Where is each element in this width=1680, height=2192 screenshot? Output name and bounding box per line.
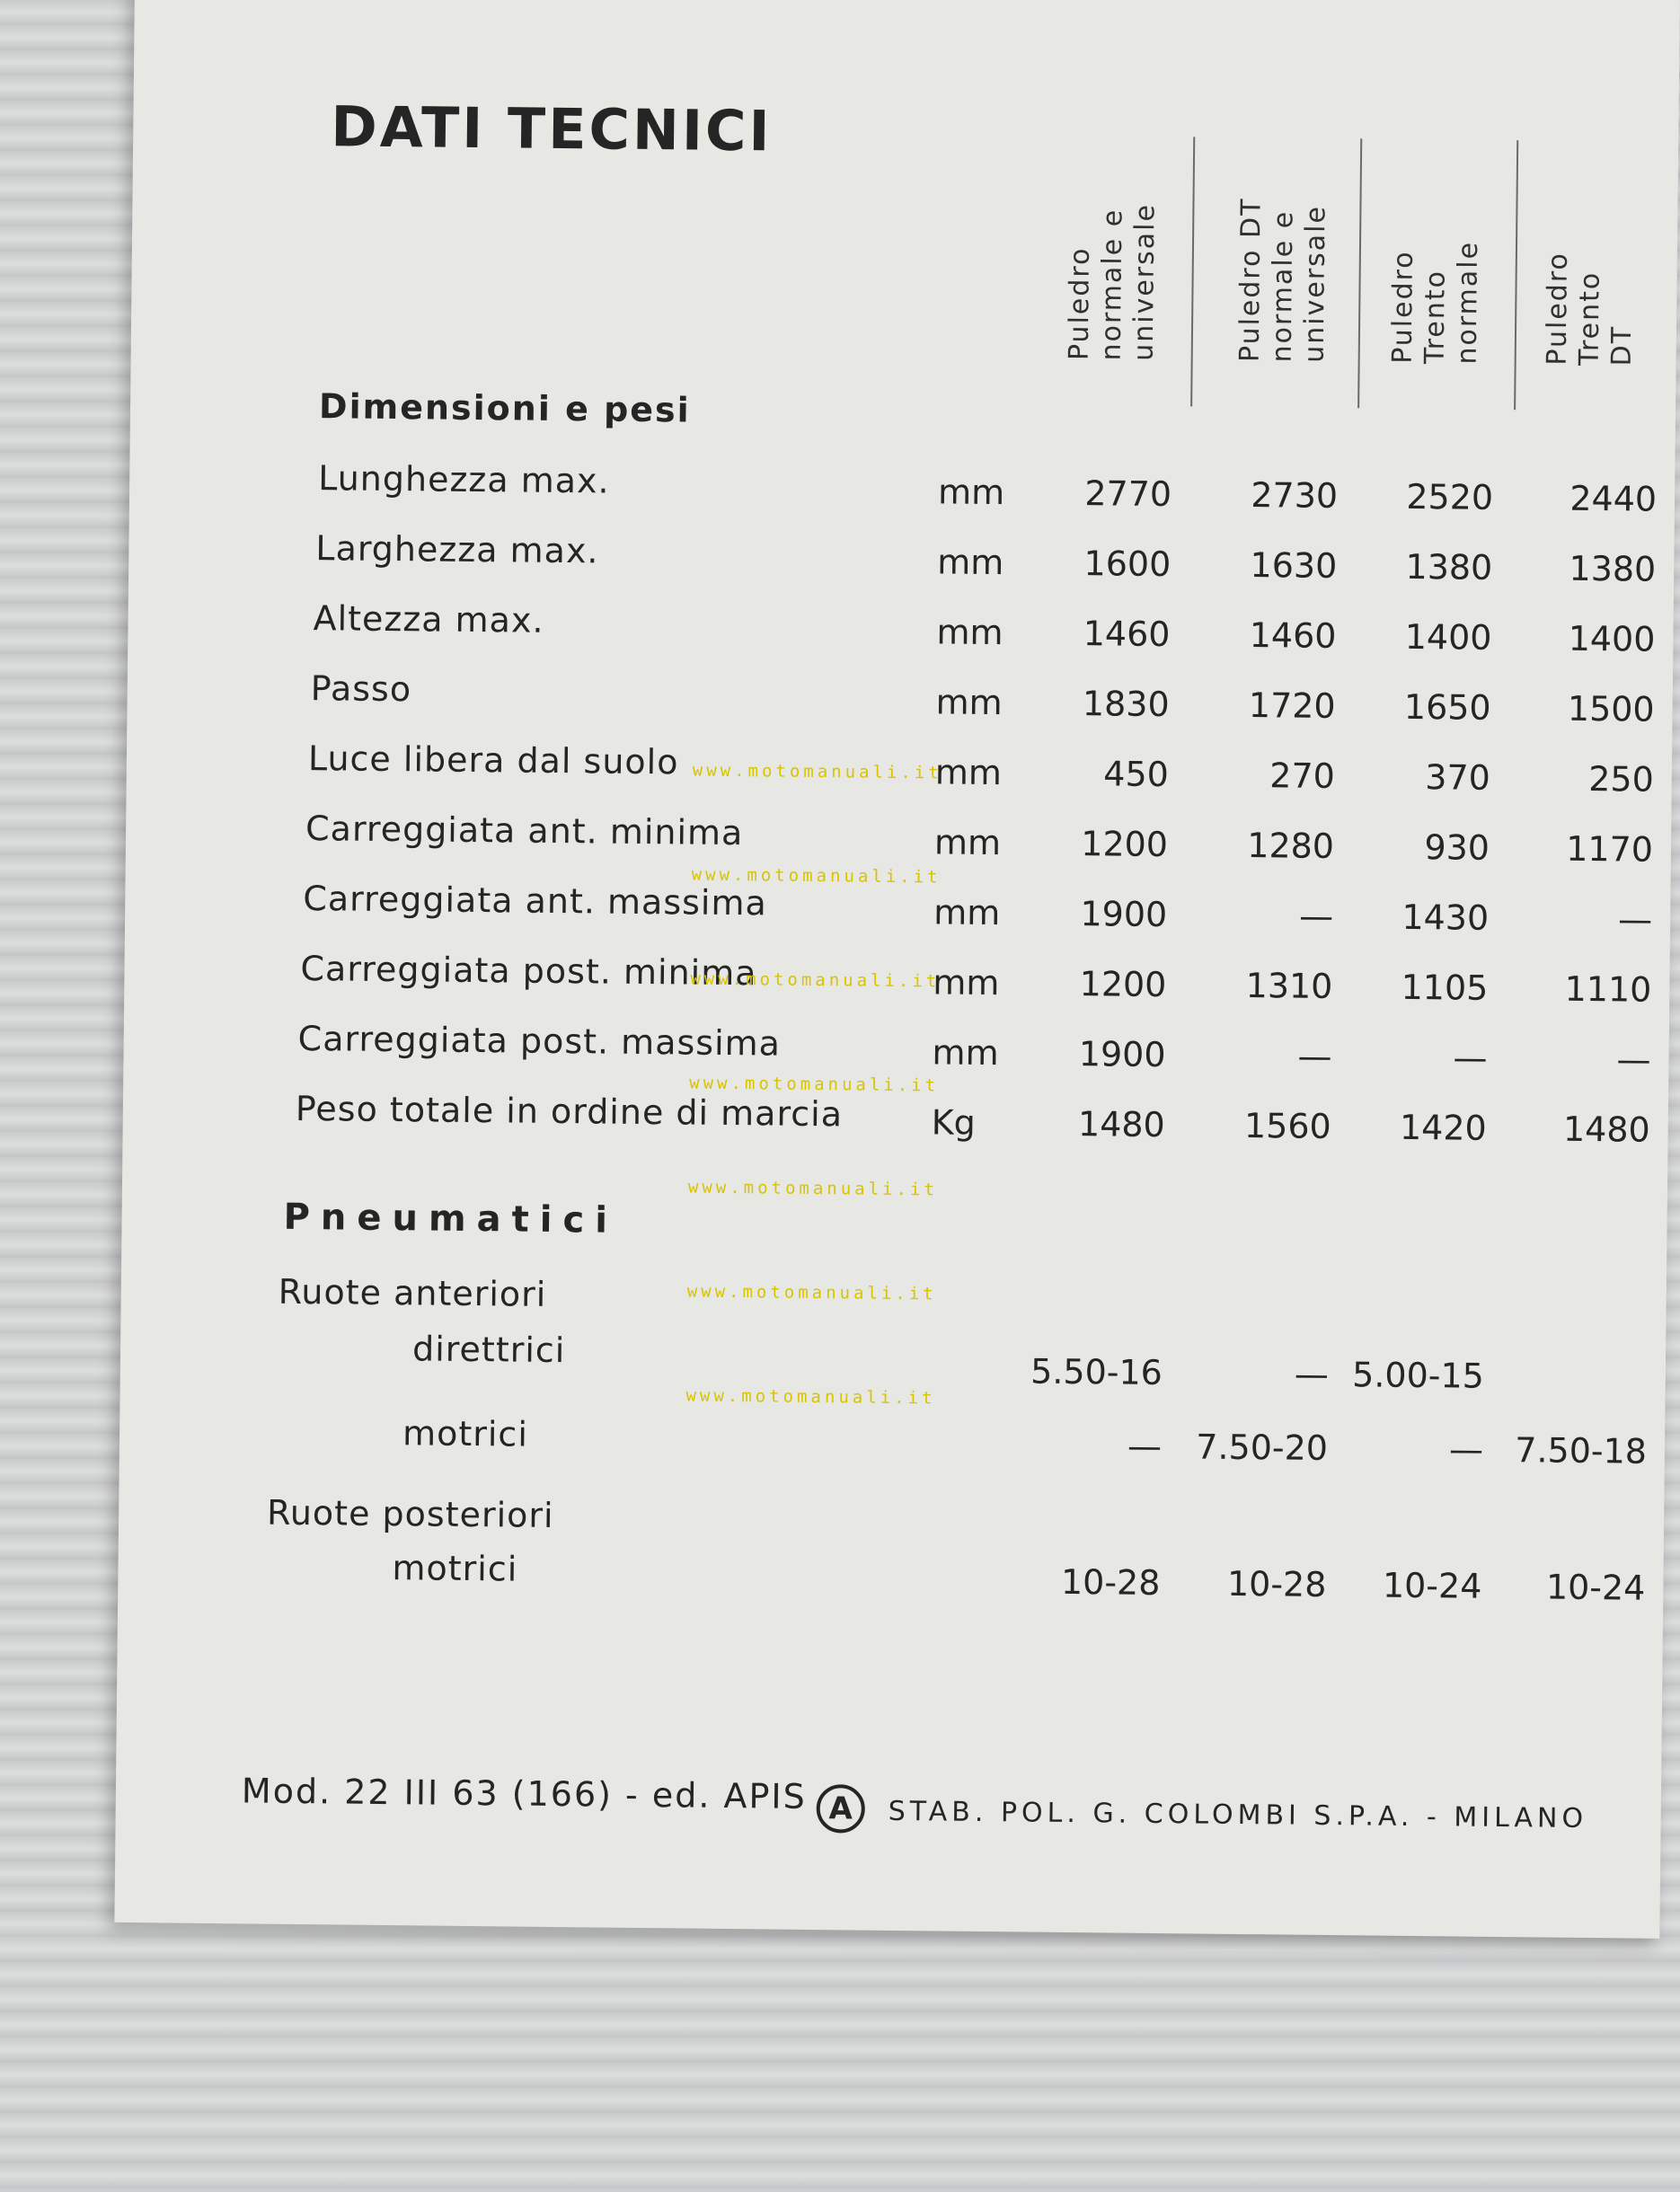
dimension-value: 1110 [1564,968,1652,1010]
section-heading-tyres: Pneumatici [283,1196,619,1242]
dimension-value: — [1453,1038,1488,1078]
dimension-row-label: Lunghezza max. [317,458,610,501]
front-steer-label: direttrici [411,1329,566,1371]
dimension-value: 1170 [1566,828,1654,870]
watermark-text: www.motomanuali.it [690,968,941,992]
column-header-line: universale [1298,204,1332,363]
section-heading-dimensions: Dimensioni e pesi [318,386,691,430]
dimension-value: 270 [1269,756,1336,797]
dimension-value: 1200 [1079,964,1167,1005]
dimension-row-label: Carreggiata ant. minima [305,809,744,853]
dimension-row-unit: mm [933,822,1002,863]
dimension-value: 1105 [1401,967,1489,1008]
column-header-line: Puledro [1541,251,1574,366]
rear-drive-value: 10-24 [1382,1565,1482,1606]
dimension-value: 1480 [1077,1104,1165,1145]
dimension-value: 1200 [1081,824,1169,865]
dimension-row-label: Altezza max. [313,598,544,641]
front-drive-label: motrici [402,1413,529,1454]
watermark-text: www.motomanuali.it [691,864,942,888]
dimension-value: — [1616,1039,1651,1080]
dimension-value: 1380 [1569,548,1657,589]
rear-drive-value: 10-28 [1060,1561,1161,1604]
dimension-row-unit: mm [936,612,1004,653]
front-drive-value: 7.50-18 [1515,1430,1648,1472]
front-steer-value: 5.00-15 [1351,1355,1485,1396]
watermark-text: www.motomanuali.it [689,1073,940,1096]
watermark-text: www.motomanuali.it [686,1281,937,1304]
watermark-text: www.motomanuali.it [692,760,942,783]
dimension-value: — [1297,1036,1332,1077]
dimension-value: — [1298,896,1334,937]
dimension-value: 1480 [1562,1109,1650,1150]
dimension-row-label: Larghezza max. [315,528,599,571]
dimension-row-unit: mm [937,472,1005,513]
dimension-row-unit: mm [933,892,1001,933]
dimension-value: 1380 [1405,546,1493,588]
dimension-value: 1830 [1082,684,1170,725]
rear-drive-value: 10-24 [1545,1567,1646,1608]
column-header-line: normale e [1266,209,1300,363]
footer-printer: STAB. POL. G. COLOMBI S.P.A. - MILANO [888,1795,1588,1835]
column-header-line: Puledro DT [1233,197,1268,363]
column-header-2 [1234,197,1333,363]
column-divider [1514,140,1518,410]
dimension-value: 450 [1103,754,1170,795]
dimension-value: 1900 [1078,1034,1166,1075]
column-header-line: universale [1127,202,1162,361]
dimension-value: 1720 [1248,685,1336,727]
dimension-value: 930 [1424,827,1490,868]
dimension-row-unit: mm [934,752,1003,793]
dimension-row-label: Carreggiata post. minima [300,948,757,994]
watermark-text: www.motomanuali.it [687,1177,938,1200]
dimension-value: 2520 [1406,476,1494,517]
dimension-value: 1900 [1080,894,1168,935]
column-header-line: normale [1451,240,1485,365]
dimension-row-label: Peso totale in ordine di marcia [295,1088,844,1135]
dimension-value: 1400 [1404,616,1492,658]
dimension-value: 250 [1588,758,1655,800]
dimension-value: 2730 [1251,475,1339,517]
footer-edition: Mod. 22 III 63 (166) - ed. APIS [241,1771,807,1816]
front-steer-value: — [1294,1354,1330,1394]
dimension-value: 1430 [1401,897,1490,938]
column-header-line: Trento [1573,270,1606,367]
dimension-row-unit: mm [932,1032,999,1074]
column-header-1 [1064,202,1163,361]
dimension-row-label: Passo [310,668,412,710]
dimension-row-label: Luce libera dal suolo [307,738,679,782]
column-header-line: Puledro [1063,246,1096,361]
dimension-value: 1460 [1249,615,1337,657]
page-title: DATI TECNICI [330,93,773,164]
column-header-line: Puledro [1386,250,1419,364]
rear-wheels-label: Ruote posteriori [266,1492,554,1535]
dimension-value: 1420 [1399,1107,1487,1148]
rear-drive-label: motrici [392,1548,518,1589]
column-header-4 [1542,252,1640,367]
dimension-value: 2770 [1084,473,1172,515]
dimension-value: 1630 [1250,545,1338,587]
dimension-value: 1400 [1568,618,1656,659]
front-drive-value: — [1127,1426,1163,1467]
dimension-value: 1600 [1083,544,1172,585]
dimension-row-label: Carreggiata post. massima [297,1018,782,1064]
dimension-row-unit: mm [933,962,1000,1003]
dimension-value: 1280 [1247,826,1335,867]
front-drive-value: — [1448,1429,1484,1470]
front-steer-value: 5.50-16 [1030,1351,1163,1393]
watermark-text: www.motomanuali.it [685,1385,936,1409]
front-wheels-label: Ruote anteriori [278,1271,547,1314]
dimension-row-unit: mm [937,542,1004,583]
column-header-line: DT [1605,324,1639,367]
dimension-value: 1310 [1245,966,1333,1007]
dimension-value: 1560 [1243,1106,1331,1147]
front-drive-value: 7.50-20 [1196,1427,1329,1468]
dimension-value: 1500 [1567,688,1655,729]
dimension-value: 1650 [1403,686,1491,728]
dimension-value: — [1617,899,1653,940]
publisher-logo-icon: A [816,1784,865,1834]
column-header-line: Trento [1419,269,1452,365]
document-sheet [114,0,1680,1939]
dimension-value: 1460 [1083,614,1171,655]
dimension-row-unit: Kg [931,1102,977,1143]
dimension-value: 370 [1425,757,1491,798]
column-header-3 [1387,240,1485,365]
column-header-line: normale e [1095,208,1129,361]
dimension-row-label: Carreggiata ant. massima [303,879,768,924]
rear-drive-value: 10-28 [1226,1563,1327,1604]
dimension-value: 2440 [1569,478,1658,519]
column-divider [1357,138,1362,408]
dimension-row-unit: mm [935,682,1003,723]
column-divider [1190,137,1195,406]
